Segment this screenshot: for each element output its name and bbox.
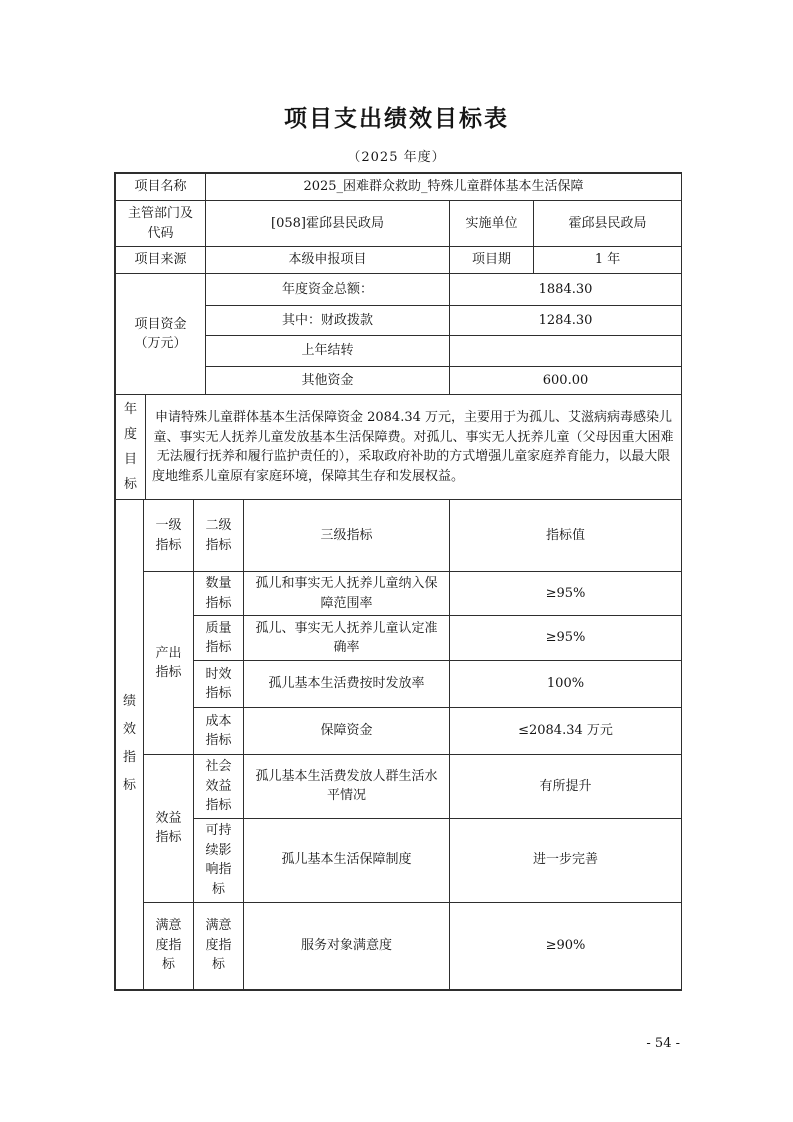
page-title: 项目支出绩效目标表 xyxy=(284,105,509,132)
value-living-standard: 有所提升 xyxy=(450,755,682,819)
funds-carryover-label: 上年结转 xyxy=(206,336,450,367)
level2-satisfaction: 满意度指标 xyxy=(194,902,244,989)
indicator-row xyxy=(116,572,682,616)
level3-guarantee-fund: 保障资金 xyxy=(244,708,450,755)
funds-total-value: 1884.30 xyxy=(450,274,682,306)
funds-fiscal-label: 其中：财政拨款 xyxy=(206,306,450,336)
value-ontime-rate: 100% xyxy=(450,661,682,708)
perf-indicator-side-text: 绩效指标 xyxy=(123,694,137,794)
indicator-row xyxy=(116,755,682,819)
funds-other-value: 600.00 xyxy=(450,367,682,395)
level1-output: 产出指标 xyxy=(144,572,194,755)
performance-target-table xyxy=(114,172,682,991)
funds-carryover-value xyxy=(450,336,682,367)
project-name-label: 项目名称 xyxy=(116,174,206,201)
project-source-value: 本级申报项目 xyxy=(206,247,450,274)
project-period-label: 项目期 xyxy=(450,247,534,274)
indicator-row xyxy=(116,708,682,755)
impl-unit-value: 霍邱县民政局 xyxy=(534,201,682,247)
funds-label-line2: （万元） xyxy=(134,336,187,351)
page-subtitle: （2025 年度） xyxy=(347,150,446,165)
indicator-row xyxy=(116,902,682,989)
level2-quantity: 数量指标 xyxy=(194,572,244,616)
page-number: - 54 - xyxy=(646,1036,680,1051)
level2-cost: 成本指标 xyxy=(194,708,244,755)
indicator-row xyxy=(116,616,682,661)
level3-service-satisfaction: 服务对象满意度 xyxy=(244,902,450,989)
level3-accuracy-rate: 孤儿、事实无人抚养儿童认定准确率 xyxy=(244,616,450,661)
basic-info-table xyxy=(115,173,682,395)
level3-coverage-rate: 孤儿和事实无人抚养儿童纳入保障范围率 xyxy=(244,572,450,616)
value-coverage-rate: ≥95% xyxy=(450,572,682,616)
annual-goal-table xyxy=(115,394,682,500)
funds-other-label: 其他资金 xyxy=(206,367,450,395)
header-level2: 二级指标 xyxy=(194,500,244,572)
header-level3: 三级指标 xyxy=(244,500,450,572)
level1-benefit: 效益指标 xyxy=(144,755,194,903)
level3-guarantee-system: 孤儿基本生活保障制度 xyxy=(244,818,450,902)
indicator-row xyxy=(116,818,682,902)
annual-goal-label xyxy=(116,395,146,500)
value-accuracy-rate: ≥95% xyxy=(450,616,682,661)
value-service-satisfaction: ≥90% xyxy=(450,902,682,989)
level3-ontime-rate: 孤儿基本生活费按时发放率 xyxy=(244,661,450,708)
indicator-row xyxy=(116,661,682,708)
level2-social-benefit: 社会效益指标 xyxy=(194,755,244,819)
dept-code-label: 主管部门及代码 xyxy=(116,201,206,247)
funds-fiscal-value: 1284.30 xyxy=(450,306,682,336)
header-value: 指标值 xyxy=(450,500,682,572)
impl-unit-label: 实施单位 xyxy=(450,201,534,247)
value-guarantee-system: 进一步完善 xyxy=(450,818,682,902)
project-name-value: 2025_困难群众救助_特殊儿童群体基本生活保障 xyxy=(206,174,682,201)
funds-label xyxy=(116,274,206,395)
value-guarantee-fund: ≤2084.34 万元 xyxy=(450,708,682,755)
level2-sustainability: 可持续影响指标 xyxy=(194,818,244,902)
level1-satisfaction: 满意度指标 xyxy=(144,902,194,989)
level2-timeliness: 时效指标 xyxy=(194,661,244,708)
funds-total-label: 年度资金总额： xyxy=(206,274,450,306)
level2-quality: 质量指标 xyxy=(194,616,244,661)
indicators-table xyxy=(115,499,682,990)
project-source-label: 项目来源 xyxy=(116,247,206,274)
dept-code-value: [058]霍邱县民政局 xyxy=(206,201,450,247)
level3-living-standard: 孤儿基本生活费发放人群生活水平情况 xyxy=(244,755,450,819)
annual-goal-text: 申请特殊儿童群体基本生活保障资金 2084.34 万元，主要用于为孤儿、艾滋病病毒感染儿童、事实无人抚养儿童发放基本生活保障费。对孤儿、事实无人抚养儿童（父母因重大困难无法履行抚养和履行监护责任的），采取政府补助的方式增强儿童家庭养育能力，以最大限度地维系儿童原有家庭环境，保障其生存和发展权益。 xyxy=(146,395,682,500)
funds-label-line1: 项目资金 xyxy=(134,316,187,332)
perf-indicator-side-label xyxy=(116,500,144,990)
project-period-value: 1 年 xyxy=(534,247,682,274)
annual-goal-label-text: 年度目标 xyxy=(124,402,138,492)
header-level1: 一级指标 xyxy=(144,500,194,572)
